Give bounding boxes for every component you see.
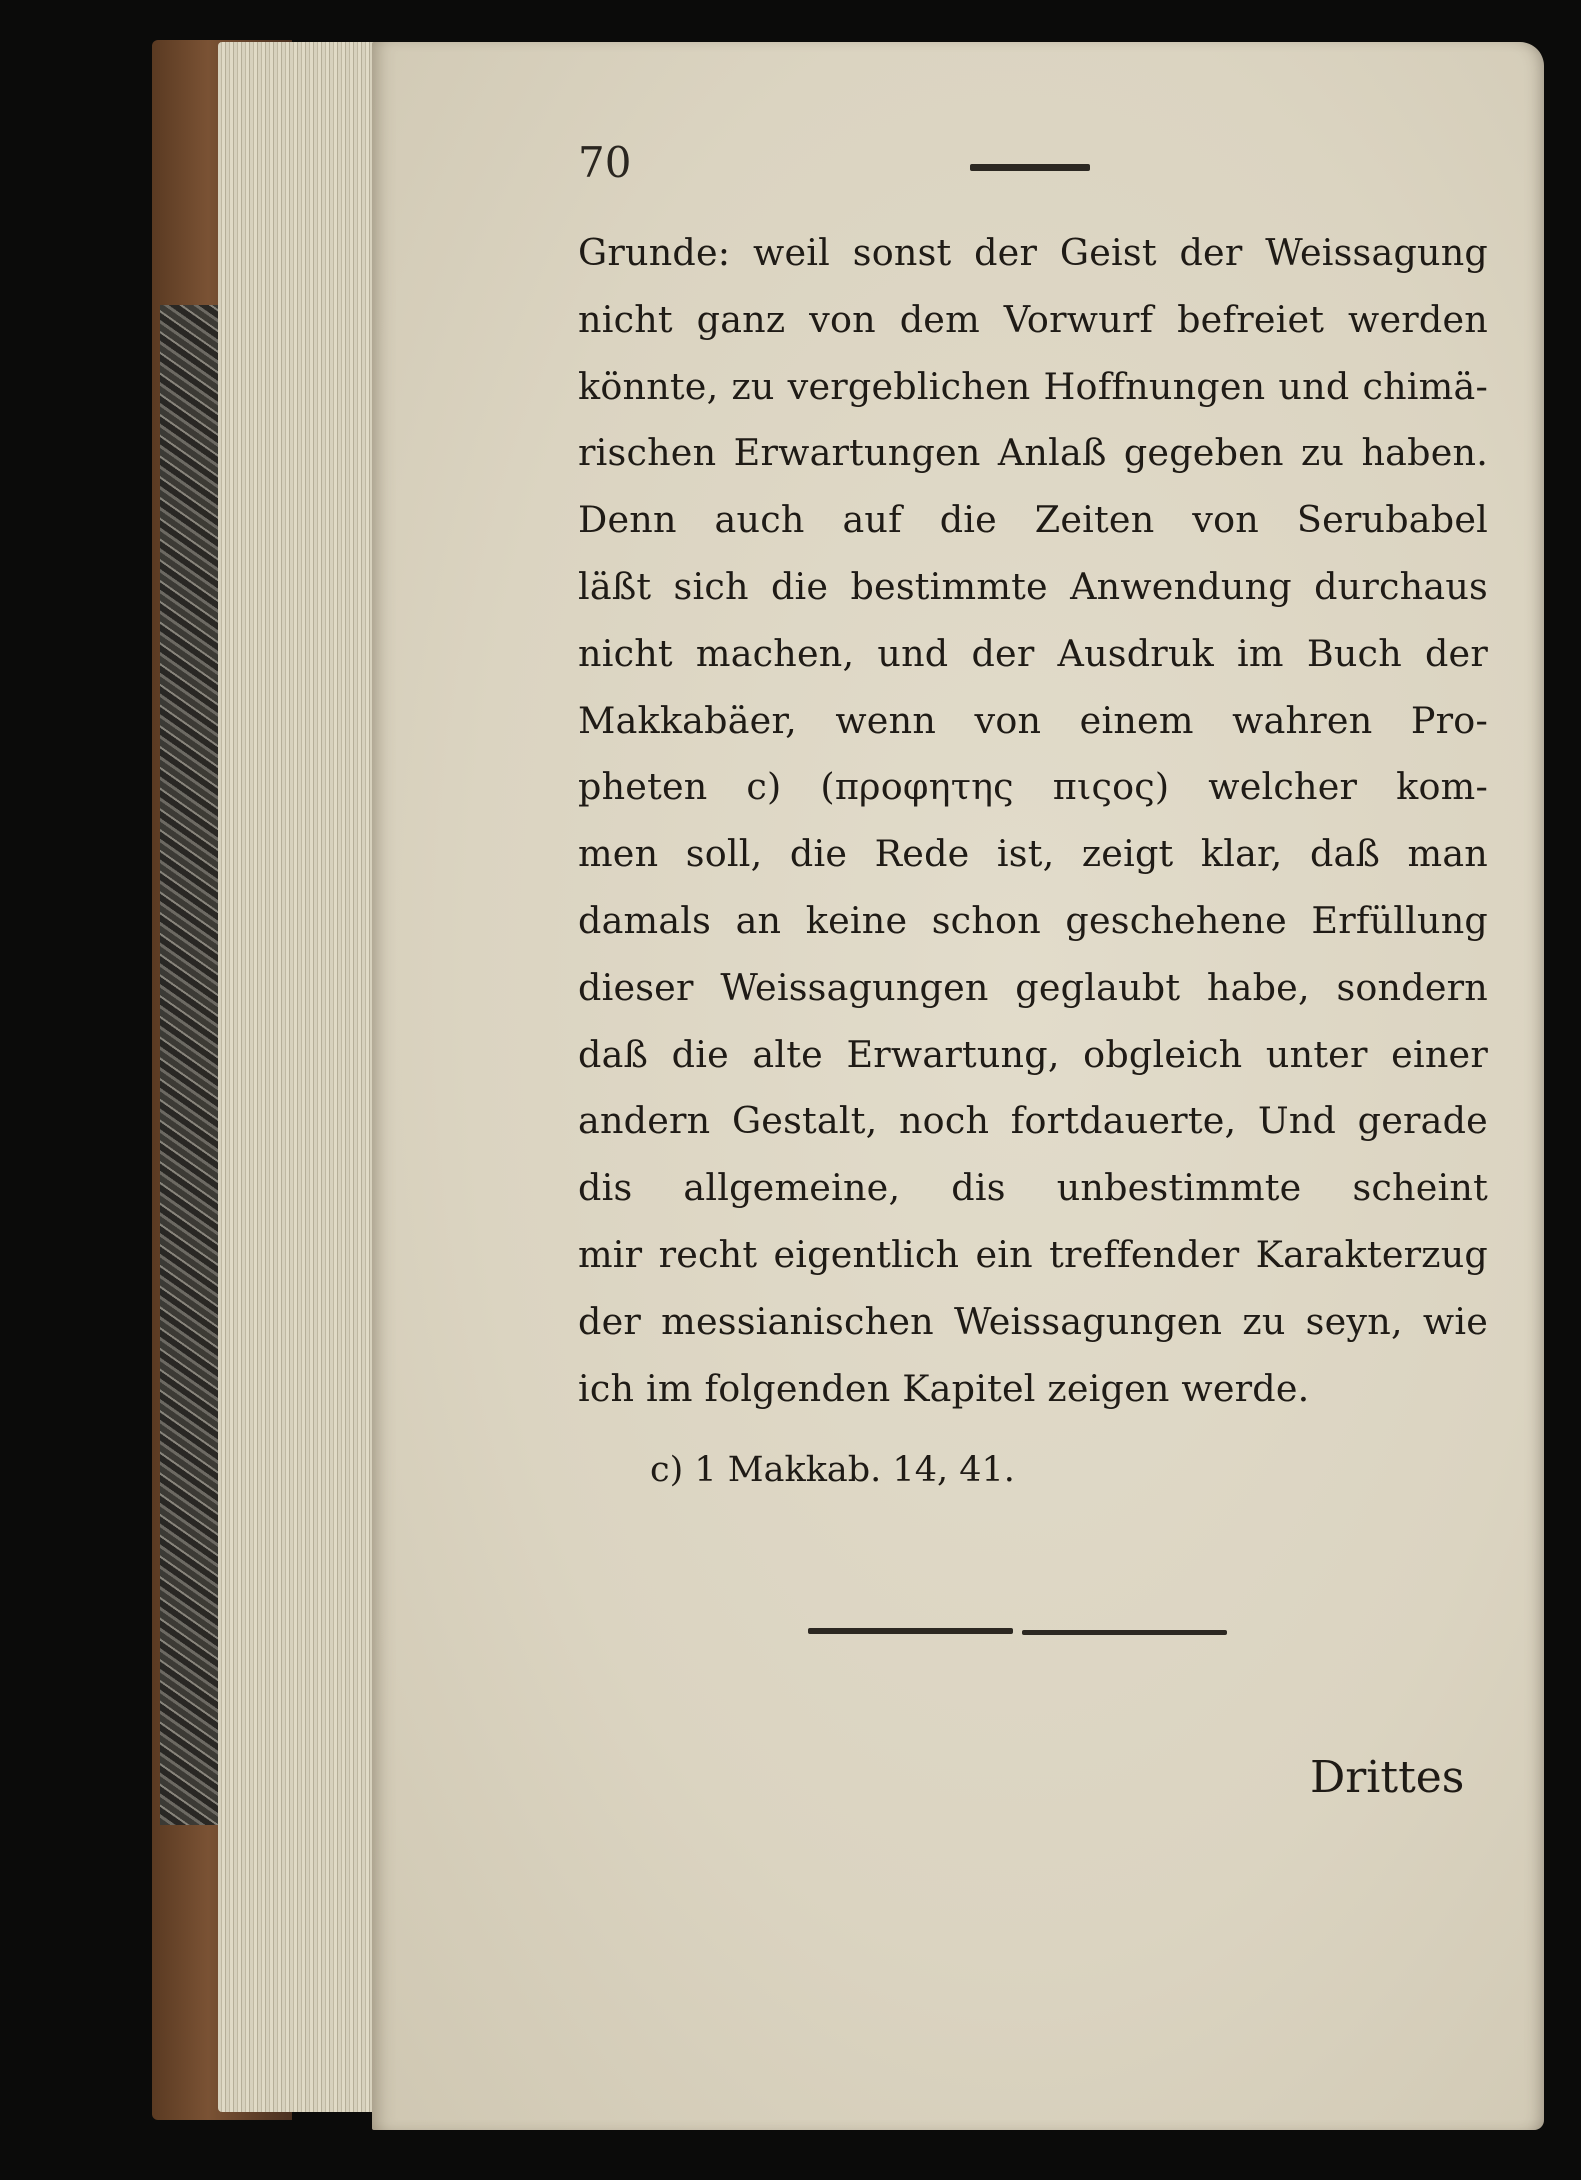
- text-line: nicht ganz von dem Vorwurf befreiet werden: [578, 297, 1488, 341]
- text-line: Grunde: weil sonst der Geist der Weissagung: [578, 231, 1488, 274]
- text-line: dieser Weissagungen geglaubt habe, sondern: [578, 965, 1488, 1009]
- text-line: men soll, die Rede ist, zeigt klar, daß man: [578, 832, 1488, 876]
- text-line: läßt sich die bestimmte Anwendung durchaus: [578, 564, 1488, 608]
- text-line: mir recht eigentlich ein treffender Karakterzug: [578, 1232, 1488, 1276]
- page-number: 70: [578, 138, 632, 187]
- page-edges: [218, 42, 378, 2112]
- catchword: Drittes: [1310, 1752, 1465, 1803]
- text-line: rischen Erwartungen Anlaß gegeben zu haben.: [578, 431, 1488, 475]
- text-line: daß die alte Erwartung, obgleich unter einer: [578, 1032, 1488, 1076]
- section-end-rule: [1022, 1630, 1227, 1635]
- text-line: Makkabäer, wenn von einem wahren Pro-: [578, 698, 1488, 742]
- body-text: [578, 220, 1488, 1422]
- text-line: könnte, zu vergeblichen Hoffnungen und chimä-: [578, 364, 1488, 408]
- section-end-rule: [808, 1628, 1013, 1634]
- text-line: damals an keine schon geschehene Erfüllung: [578, 898, 1488, 942]
- header-rule: [970, 164, 1090, 171]
- footnote: c) 1 Makkab. 14, 41.: [650, 1450, 1015, 1490]
- text-line: nicht machen, und der Ausdruk im Buch der: [578, 631, 1488, 675]
- text-line: ich im folgenden Kapitel zeigen werde.: [578, 1366, 1310, 1410]
- text-line: der messianischen Weissagungen zu seyn, wie: [578, 1299, 1488, 1343]
- text-line: dis allgemeine, dis unbestimmte scheint: [578, 1166, 1488, 1210]
- text-line: Denn auch auf die Zeiten von Serubabel: [578, 498, 1488, 542]
- marbled-endpaper: [160, 305, 222, 1825]
- text-line: andern Gestalt, noch fortdauerte, Und gerade: [578, 1099, 1488, 1143]
- text-line: pheten c) (προφητης πιςος) welcher kom-: [578, 765, 1488, 809]
